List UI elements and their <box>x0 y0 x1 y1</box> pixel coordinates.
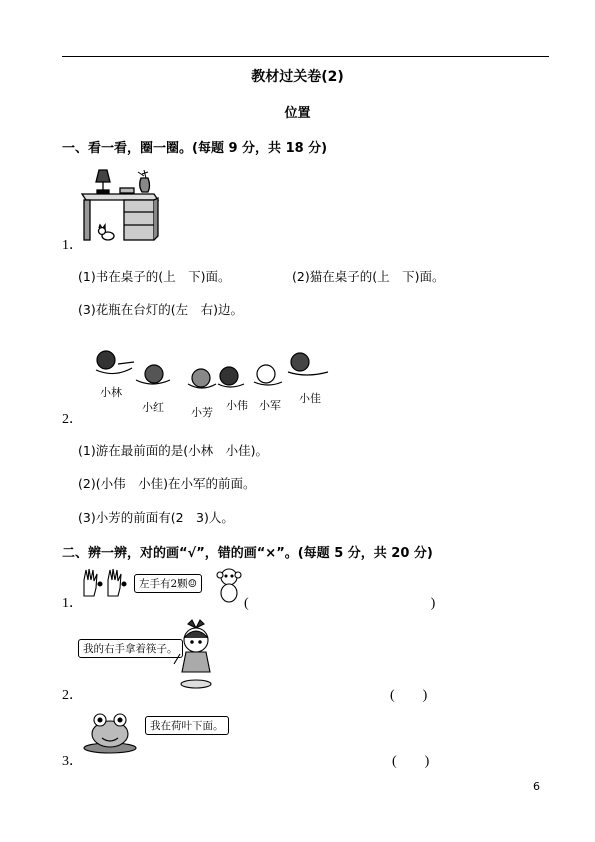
s2-q1-speech-bubble: 左手有2颗☺ <box>134 574 202 593</box>
s2-q1-answer-blank[interactable]: ( ) <box>244 596 436 611</box>
page-title: 教材过关卷(2) <box>251 69 344 85</box>
s1-q1-number: 1． <box>62 238 83 253</box>
monkey-icon <box>214 566 244 606</box>
swimmer-name-6: 小佳 <box>299 392 321 405</box>
girl-illustration <box>172 618 222 692</box>
s1-q2-item-3: (3)小芳的前面有(2 3)人。 <box>78 510 234 525</box>
page-number: 6 <box>533 780 540 793</box>
swimmer-name-4: 小伟 <box>226 399 248 412</box>
s1-q1-item-3: (3)花瓶在台灯的(左 右)边。 <box>78 302 243 317</box>
s1-q1-item-2: (2)猫在桌子的(上 下)面。 <box>292 269 445 284</box>
s1-q2-item-2: (2)(小伟 小佳)在小军的前面。 <box>78 476 256 491</box>
section-2-heading: 二、辨一辨，对的画“√”，错的画“×”。(每题 5 分，共 20 分) <box>62 546 433 561</box>
s2-q1-number: 1． <box>62 596 83 611</box>
swimmer-name-1: 小林 <box>100 386 122 399</box>
s2-q3-number: 3． <box>62 754 83 769</box>
hands-illustration <box>80 566 130 600</box>
frog-illustration <box>80 710 140 754</box>
section-1-heading: 一、看一看，圈一圈。(每题 9 分，共 18 分) <box>62 141 328 156</box>
page-subtitle: 位置 <box>284 106 311 121</box>
swimmer-name-3: 小芳 <box>191 406 213 419</box>
s1-q2-number: 2． <box>62 412 83 427</box>
s2-q3-speech-bubble: 我在荷叶下面。 <box>145 716 229 735</box>
desk-illustration <box>78 164 162 246</box>
s2-q2-number: 2． <box>62 688 83 703</box>
s2-q2-speech-bubble: 我的右手拿着筷子。 <box>78 639 183 658</box>
s1-q2-item-1: (1)游在最前面的是(小林 小佳)。 <box>78 443 268 458</box>
s2-q2-answer-blank[interactable]: ( ) <box>390 688 428 703</box>
s1-q1-item-1: (1)书在桌子的(上 下)面。 <box>78 269 231 284</box>
s2-q3-answer-blank[interactable]: ( ) <box>392 754 430 769</box>
swimmer-name-2: 小红 <box>142 401 164 414</box>
swimmer-name-5: 小军 <box>259 399 281 412</box>
top-rule <box>62 56 549 57</box>
